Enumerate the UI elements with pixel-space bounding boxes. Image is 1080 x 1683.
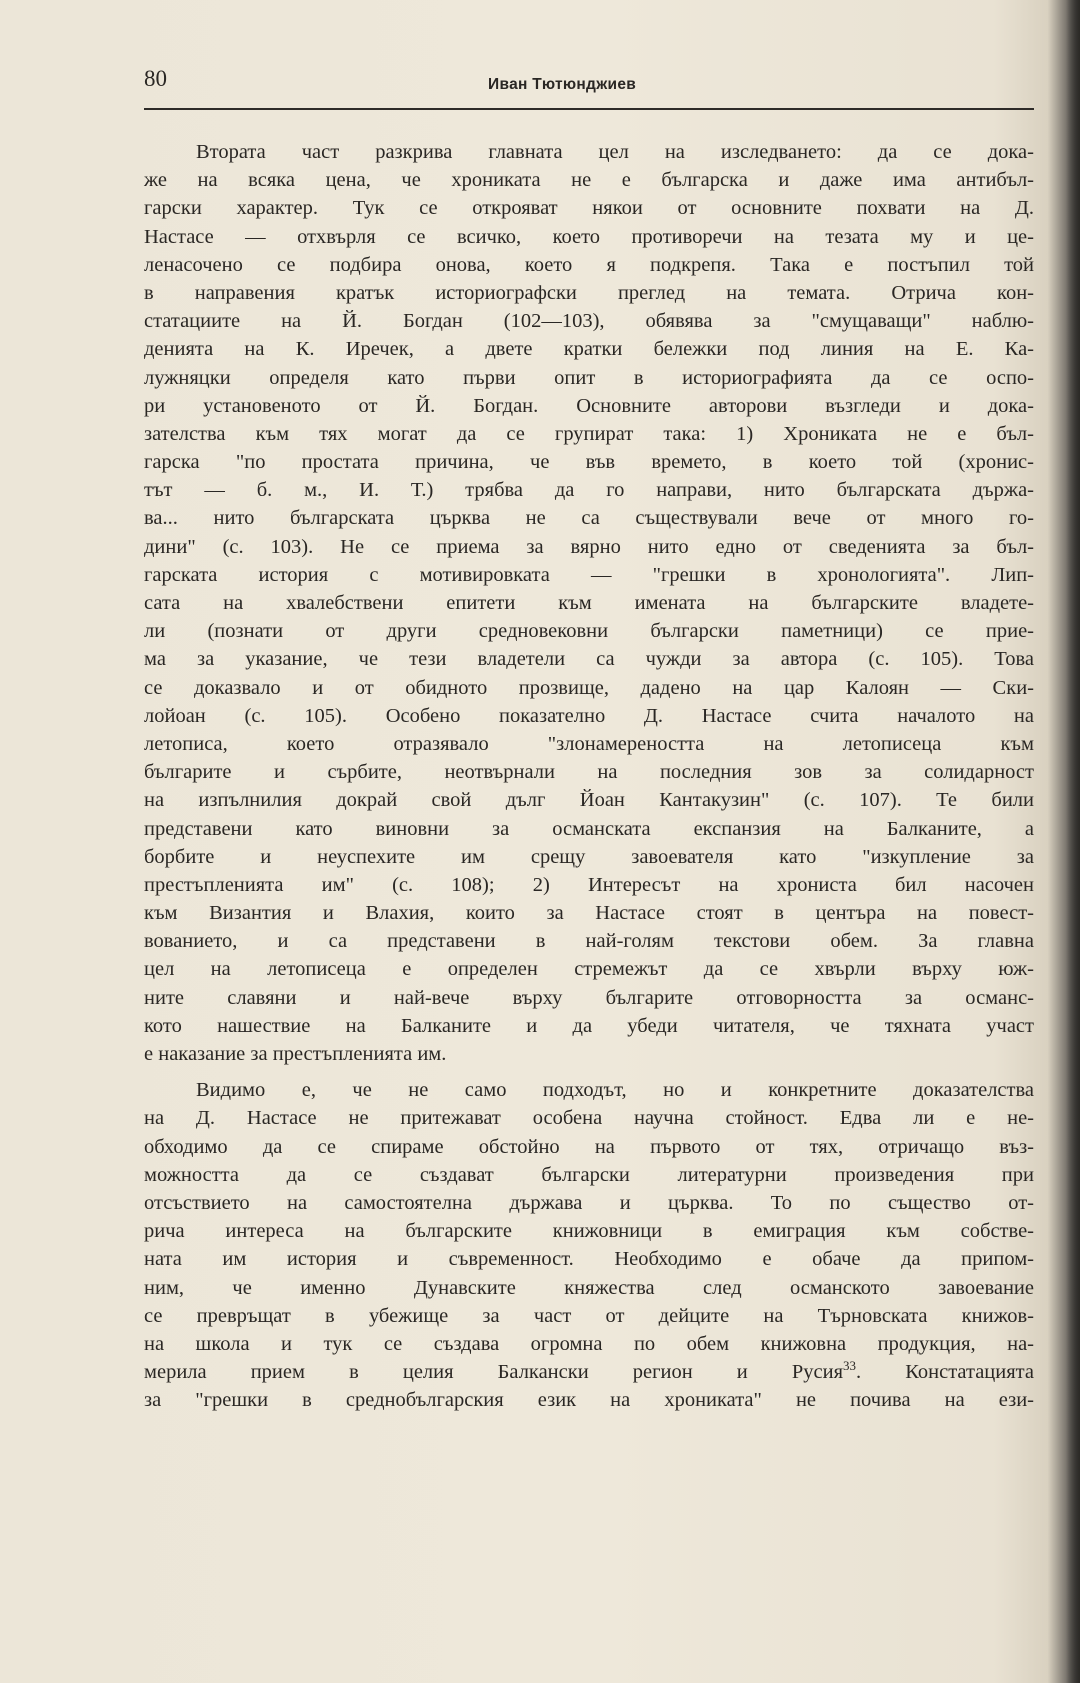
text-line: денията на К. Иречек, а двете кратки бележки под линия на Е. Ка-: [144, 338, 1034, 361]
text-line: ли (познати от други средновековни български паметници) се прие-: [144, 620, 1034, 643]
text-line: цел на летописеца е определен стремежът да се хвърли върху юж-: [144, 958, 1034, 981]
text-line: зателства към тях могат да се групират така: 1) Хрониката не е бъл-: [144, 422, 1034, 445]
text-line: вованието, и са представени в най-голям текстови обем. За главна: [144, 930, 1034, 953]
text-line: борбите и неуспехите им срещу завоевателя като "изкупление за: [144, 845, 1034, 868]
text-line: е наказание за престъпленията им.: [144, 1043, 447, 1065]
text-line: дини" (с. 103). Не се приема за вярно нито едно от сведенията за бъл-: [144, 535, 1034, 558]
text-fragment: мерила прием в целия Балкански регион и Русия: [144, 1361, 844, 1384]
text-line: в направения кратък историографски преглед на темата. Отрича кон-: [144, 281, 1034, 304]
text-line: за "грешки в среднобългарския език на хрониката" не почива на ези-: [144, 1389, 1034, 1412]
text-line: гарски характер. Тук се открояват някои от основните похвати на Д.: [144, 197, 1034, 220]
text-line: се доказвало и от обидното прозвище, дадено на цар Калоян — Ски-: [144, 676, 1034, 699]
text-line: Втората част разкрива главната цел на изследването: да се дока-: [196, 141, 1034, 163]
text-line: ва... нито българската църква не са съществували вече от много го-: [144, 507, 1034, 530]
text-line: престъпленията им" (с. 108); 2) Интересът на хрониста бил насочен: [144, 873, 1034, 896]
text-line: летописа, което отразявало "злонамереността на летописеца към: [144, 732, 1034, 755]
text-line: Настасе — отхвърля се всичко, което противоречи на тезата му и це-: [144, 225, 1034, 248]
text-line: можността да се създават български литературни произведения при: [144, 1163, 1034, 1186]
text-line: българите и сърбите, неотвърнали на последния зов за солидарност: [144, 761, 1034, 784]
text-line-with-footnote: [144, 1358, 1034, 1386]
paragraph-2: [144, 1076, 1034, 1414]
text-line: гарска "по простата причина, че във времето, в което той (хронис-: [144, 451, 1034, 474]
body-text: [144, 138, 1034, 1414]
text-line: ма за указание, че тези владетели са чужди за автора (с. 105). Това: [144, 648, 1034, 671]
page-number: 80: [144, 66, 167, 91]
running-head-author: Иван Тютюнджиев: [488, 76, 637, 93]
text-line: тът — б. м., И. Т.) трябва да го направи, нито българската държа-: [144, 479, 1034, 502]
page-header: [144, 62, 1034, 110]
paragraph-gap: [144, 1068, 1034, 1076]
text-line: на изпълнилия докрай свой дълг Йоан Кантакузин" (с. 107). Те били: [144, 789, 1034, 812]
text-line: ним, че именно Дунавските княжества след османското завоевание: [144, 1276, 1034, 1299]
text-line: же на всяка цена, че хрониката не е българска и даже има антибъл-: [144, 169, 1034, 192]
text-line: статациите на Й. Богдан (102—103), обявява за "смущаващи" наблю-: [144, 310, 1034, 333]
text-fragment: . Констатацията: [856, 1361, 1034, 1384]
text-line: ленасочено се подбира онова, което я подкрепя. Така е постъпил той: [144, 253, 1034, 276]
paragraph-1: [144, 138, 1034, 1068]
text-line: се превръщат в убежище за част от дейците на Търновската книжов-: [144, 1304, 1034, 1327]
text-line: рича интереса на българските книжовници в емиграция към собстве-: [144, 1220, 1034, 1243]
text-line: кото нашествие на Балканите и да убеди читателя, че тяхната участ: [144, 1014, 1034, 1037]
text-line: представени като виновни за османската експанзия на Балканите, а: [144, 817, 1034, 840]
text-line: ната им история и съвременност. Необходимо е обаче да припом-: [144, 1248, 1034, 1271]
text-line: на Д. Настасе не притежават особена научна стойност. Едва ли е не-: [144, 1107, 1034, 1130]
text-line: гарската история с мотивировката — "грешки в хронологията". Лип-: [144, 563, 1034, 586]
text-line: ните славяни и най-вече върху българите отговорността за османс-: [144, 986, 1034, 1009]
text-line: ри установеното от Й. Богдан. Основните авторови възгледи и дока-: [144, 394, 1034, 417]
text-line: сата на хвалебствени епитети към имената на българските владете-: [144, 592, 1034, 614]
page-edge-shadow: [1066, 0, 1080, 1683]
text-line: отсъствието на самостоятелна държава и църква. То по същество от-: [144, 1191, 1034, 1214]
text-line: Видимо е, че не само подходът, но и конкретните доказателства: [196, 1079, 1034, 1102]
text-line: лужняцки определя като първи опит в историографията да се оспо-: [144, 366, 1034, 389]
text-line: обходимо да се спираме обстойно на първото от тях, отричащо въз-: [144, 1135, 1034, 1158]
footnote-marker[interactable]: 33: [843, 1358, 857, 1374]
text-line: лойоан (с. 105). Особено показателно Д. Настасе счита началото на: [144, 704, 1034, 727]
text-line: към Византия и Влахия, които за Настасе стоят в центъра на повест-: [144, 902, 1034, 925]
text-line: на школа и тук се създава огромна по обем книжовна продукция, на-: [144, 1332, 1034, 1355]
